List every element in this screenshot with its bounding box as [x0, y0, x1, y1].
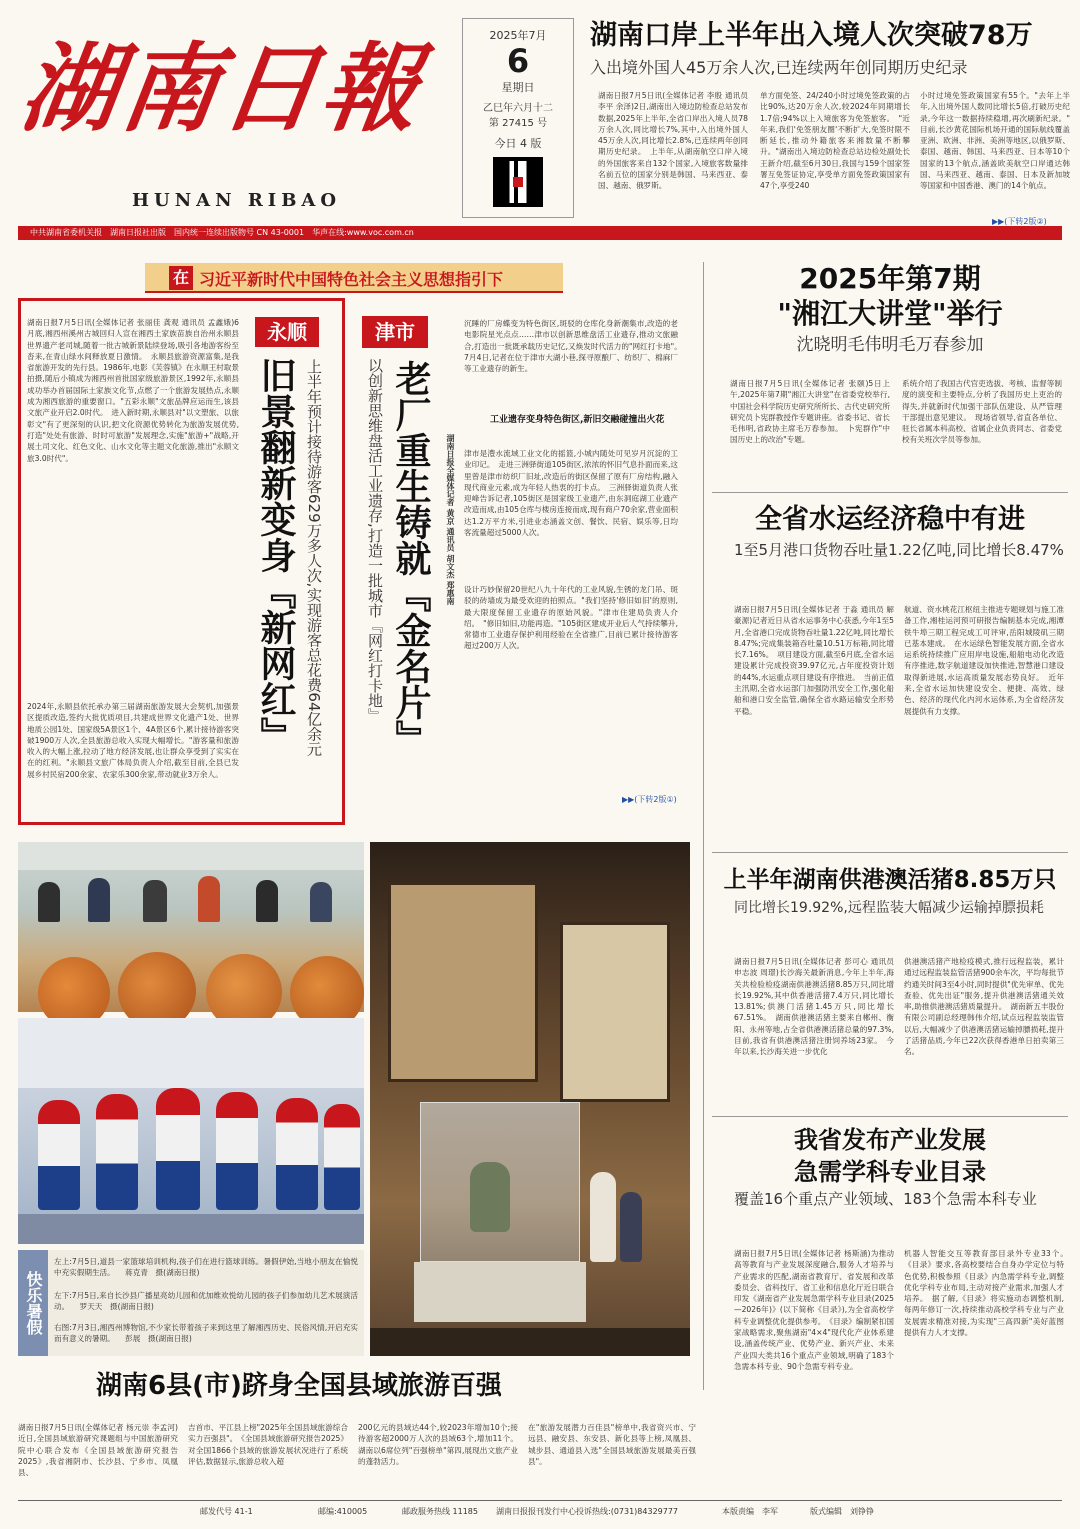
yongshun-story: [18, 298, 345, 825]
date-day: 6: [506, 42, 530, 80]
top-story: [590, 18, 1078, 226]
top-story-subtitle: 入出境外国人45万余人次,已连续两年创同期历史纪录: [590, 58, 968, 77]
banner-text: 习近平新时代中国特色社会主义思想指引下: [199, 270, 504, 289]
date-year-month: 2025年7月: [489, 29, 547, 42]
pork-col-2: 供港澳活猪产地检疫模式,推行远程监装，累计通过远程监装监管活猪900余车次，平均每批节约通关时间3至4小时,同时提供"优先审单、优先查验、优先出证"服务,提升供港澳活猪通关效率,助推供港澳活猪质量提升。 湖南新五丰股份有限公司副总经理韩伟介绍,试点远程监装监管以后,大幅减少了供港澳活猪运输掉膘损耗,提升了活猪品质,今年已22次获得香港单日拍卖第三名。: [904, 957, 1064, 1057]
caption-3: [54, 1322, 358, 1352]
caption-2-credit: 罗天天 摄(湖南日报): [79, 1302, 154, 1312]
lecture-story: [712, 262, 1068, 492]
caption-1: [54, 1256, 358, 1286]
discipline-subtitle: 覆盖16个重点产业领域、183个急需本科专业: [734, 1190, 1037, 1208]
caption-3-credit: 彭展 摄(湖南日报): [125, 1334, 192, 1344]
photo-caption-box: [18, 1250, 364, 1356]
footer-layout-editor: 版式编辑 刘铮铮: [810, 1507, 874, 1516]
lecture-title-2: "湘江大讲堂"举行: [777, 297, 1003, 330]
water-title: 全省水运经济稳中有进: [755, 504, 1025, 535]
pork-title: 上半年湖南供港澳活猪8.85万只: [723, 867, 1057, 893]
footer-zip: 邮编:410005: [318, 1507, 368, 1516]
jinshi-subtitle: 以创新思维盘活工业遗存,打造一批城市『网红打卡地』: [366, 358, 384, 723]
banner-lead: 在: [169, 266, 193, 290]
date-box: [462, 18, 574, 218]
jinshi-story: [352, 300, 690, 828]
section-divider: [712, 1116, 1068, 1117]
lecture-title-1: 2025年第7期: [799, 262, 981, 295]
info-bar: [18, 226, 1062, 240]
yongshun-subtitle: 上半年预计接待游客629万多人次,实现游客总花费64亿余元: [305, 359, 323, 757]
top-story-continued-link[interactable]: ▶▶(下转2版②): [992, 217, 1047, 226]
jinshi-title: 老厂重生铸就『金名片』: [390, 360, 431, 756]
water-col-2: 航道、资水桃花江枢纽主推进专题规划与施工准备工作,湘桂运河预可研报告编制基本完成,湘潭铁牛埠三期工程完成工可评审,岳阳城陵矶三期已基本建成。 在水运绿色智能发展方面,全省水运系统持续推广应用岸电设施,船舶电动化改造有序推进,数字航道建设加快推进,智慧港口建设取得新进展,水运高质量发展态势良好。 近年来,全省水运加快建设安全、便捷、高效、绿色、经济的现代化内河水运体系,为全省经济发展提供有力支撑。: [904, 605, 1064, 716]
tourism-story: [18, 1366, 698, 1496]
footer: [18, 1500, 1062, 1522]
yongshun-tag: 永顺: [255, 317, 319, 347]
lunar-date: 乙巳年六月十二: [483, 103, 553, 114]
caption-3-text: 右图:7月3日,湘西州博物馆,不少家长带着孩子来到这里了解湘西历史、民俗风情,开启充实而有意义的暑期。: [54, 1323, 358, 1344]
jinshi-subhead: 工业遗存变身特色街区,新旧交融碰撞出火花: [490, 415, 665, 425]
page-count: 今日 4 版: [494, 137, 542, 150]
masthead: [0, 0, 1080, 240]
caption-1-text: 左上:7月5日,道县一家篮球培训机构,孩子们在进行篮球训练。暑假伊始,当地小朋友在愉悦中充实假期生活。: [54, 1257, 358, 1278]
qr-code-icon[interactable]: [493, 157, 543, 207]
tourism-col-1: 湖南日报7月5日讯(全媒体记者 杨元崇 李孟河)近日,全国县域旅游研究课题组与中国旅游研究院中心联合发布《全国县域旅游研究报告2025》,我省湘阴市、长沙县、宁乡市、凤凰县、: [18, 1423, 178, 1478]
discipline-title-1: 我省发布产业发展: [794, 1126, 986, 1154]
lecture-col-1: 湖南日报7月5日讯(全媒体记者 张颐)5日上午,2025年第7期"湘江大讲堂"在省委党校举行,中国社会科学院历史研究所所长、古代史研究所研究员卜宪群教授作专题讲座。省委书记、省长毛伟明,省政协主席毛万春参加。 卜宪群作"中国历史上的改治"专题。: [730, 379, 890, 445]
caption-1-credit: 蒋克青 摄(湖南日报): [125, 1268, 200, 1278]
pork-story: [712, 862, 1068, 1112]
discipline-col-2: 机器人智能交互等教育部目录外专业33个。 《目录》要求,各高校要结合自身办学定位与特色优势,积极参照《目录》内急需学科专业,调整优化学科专业布局,主动对接产业需求,加强人才培养。 据了解,《目录》将实施动态调整机制,每两年修订一次,持续推动高校学科专业与产业发展需求精准对接,为实现"三高四新"美好蓝图提供有力人才支撑。: [904, 1249, 1072, 1338]
caption-2-text: 左下:7月5日,来自长沙县广播星亮幼儿园和优加维欢悦幼儿园的孩子们参加幼儿艺术展演活动。: [54, 1291, 358, 1312]
column-divider: [703, 262, 704, 1390]
photo-museum[interactable]: [370, 842, 690, 1356]
logo-english: HUNAN RIBAO: [132, 190, 342, 211]
discipline-story: [712, 1124, 1072, 1494]
jinshi-byline: 湖南日报全媒体记者 黄京 通讯员 胡文杰 郑惠南: [446, 434, 455, 606]
tourism-col-3: 200亿元的县域达44个,较2023年增加10个;接待游客超2000万人次的县域63个,增加11个。湖南以6席位列"百强榜单"第四,展现出文旅产业的蓬勃活力。: [358, 1423, 518, 1466]
top-story-col-3: 小时过境免签政策国家有55个。"去年上半年,入出境外国人数同比增长5倍,打破历史纪录,今年这一数据持续稳增,再次刷新纪录。" 目前,长沙黄花国际机场开通的国际航线覆盖亚洲、欧洲、非洲、美洲等地区,以俄罗斯、泰国、越南、韩国、马来西亚、日本等10个国家的13个航点,涵盖欧美航空口岸通达韩国、马来西亚、越南、泰国、日本及新加坡等国家和中国香港、澳门的14个航点。: [920, 91, 1078, 191]
jinshi-body-mid: 津市是澧水流域工业文化的摇篮,小城内随处可见岁月沉淀的工业印记。 走进三洲驿街道105街区,浓浓的怀旧气息扑面而来,这里曾是津市纺织厂旧址,改造后的街区保留了原有厂房结构,融入现代商业元素,成为年轻人热衷的打卡点。 三洲驿街道负责人张迎峰告诉记者,105街区是国家级工业遗产,由东洞庭湖工业遗产改造而成,由105仓库与楼房连接而成,现有商户70余家,营业面积达1.2万平方米,引进业态涵盖文创、餐饮、民宿、娱乐等,日均客流量超过5000人次。: [464, 449, 678, 538]
top-story-col-1: 湖南日报7月5日讯(全媒体记者 李殷 通讯员 李平 余泽)2日,湖南出入境边防检查总站发布数据,2025年上半年,全省口岸出入境人员78万余人次,同比增长7%,其中,入出境外国人45万余人次,同比增长2.8%,已连续两年创同期历史纪录。 上半年,从湖南航空口岸入境的外国旅客来自132个国家,入境旅客数量排名前五位的国家分别是韩国、马来西亚、泰国、越南、俄罗斯。: [598, 91, 748, 191]
section-divider: [712, 852, 1068, 853]
section-divider: [712, 492, 1068, 493]
logo: [14, 14, 442, 211]
tourism-col-4: 在"旅游发展潜力百佳县"榜单中,我省资兴市、宁远县、融安县、东安县、新化县等上榜,凤凰县、城步县、通道县入选"全国县域旅游发展最美百强县"。: [528, 1423, 696, 1466]
footer-editor: 本版责编 李军: [722, 1507, 778, 1516]
jinshi-continued-link[interactable]: ▶▶(下转2版①): [622, 795, 677, 804]
tourism-col-2: 吉首市、平江县上榜"2025年全国县域旅游综合实力百强县"。 《全国县域旅游研究报告2025》对全国1866个县域的旅游发展状况进行了系统评估,数据显示,旅游总收入超: [188, 1423, 348, 1466]
footer-complaint: 湖南日报报刊发行中心投诉热线:(0731)84329777: [496, 1507, 679, 1516]
info-line: 中共湖南省委机关报 湖南日报社出版 国内统一连续出版物号 CN 43-0001 华声在线:www.voc.com.cn: [30, 228, 414, 237]
photo-basketball[interactable]: [18, 842, 364, 1012]
tourism-title: 湖南6县(市)跻身全国县域旅游百强: [96, 1371, 502, 1401]
weekday: 星期日: [501, 81, 535, 94]
discipline-col-1: 湖南日报7月5日讯(全媒体记者 杨斯涵)为推动高等教育与产业发展深度融合,服务人才培养与产业需求的匹配,湖南省教育厅、省发展和改革委员会、省科技厅、省工业和信息化厅近日联合印发《湖南省产业发展急需学科专业目录(2025—2026年)》(以下简称《目录》),为全省高校学科专业调整优化提供参考。 《目录》编制紧扣国家战略需求,聚焦湖南"4×4"现代化产业体系建设,涵盖传统产业、优势产业、新兴产业、未来产业四大类共16个重点产业领域,明确了183个急需本科专业、90个急需专科专业。: [734, 1249, 894, 1371]
caption-2: [54, 1290, 358, 1320]
logo-chinese: 湖南日報: [14, 32, 431, 145]
photo-children-performance[interactable]: [18, 1018, 364, 1244]
top-story-col-2: 单方面免签、24/240小时过境免签政策的占比90%,达20万余人次,较2024年同期增长1.7倍;94%以上入境旅客为免签旅客。 "近年来,我们'免签朋友圈'不断扩大,免签时限不断延长,推动外籍旅客来湘数量不断攀升。"湖南出入境边防检查总站边检处副处长王新介绍,截至6月30日,我国与159个国家签署互免签证协定,享受单方面免签政策国家有47个,享受240: [760, 91, 910, 191]
water-subtitle: 1至5月港口货物吞吐量1.22亿吨,同比增长8.47%: [734, 541, 1064, 559]
issue-number: 第 27415 号: [488, 118, 548, 129]
footer-hotline: 邮政服务热线 11185: [402, 1507, 478, 1516]
discipline-title-2: 急需学科专业目录: [794, 1158, 986, 1186]
water-story: [712, 500, 1068, 850]
jinshi-body-top: 沉睡的厂房蝶变为特色街区,斑驳的仓库化身新潮集市,改造的老电影院星光点点……津市以创新思维盘活工业遗存,推动文旅融合,打造出一批既承载历史记忆,又焕发时代活力的"网红打卡地"。 7月4日,记者在位于津市大湖小巷,探寻原酿厂、纺织厂、棉麻厂等工业遗存的新生。: [464, 319, 686, 374]
water-col-1: 湖南日报7月5日讯(全媒体记者 于淼 通讯员 解豪源)记者近日从省水运事务中心获悉,今年1至5月,全省港口完成货物吞吐量1.22亿吨,同比增长8.47%;完成集装箱吞吐量10.51万标箱,同比增长7.16%。 项目建设方面,截至6月底,全省水运建设累计完成投资39.97亿元,占年度投资计划的44%,水运重点项目建设有序推进。 当前正值主汛期,全省水运部门加强防汛安全工作,强化船舶和港口安全监管,确保全省水路运输安全形势平稳。: [734, 605, 894, 716]
pork-subtitle: 同比增长19.92%,远程监装大幅减少运输掉膘损耗: [734, 900, 1044, 916]
theme-banner: [145, 263, 563, 293]
yongshun-body-2: 2024年,永顺县依托承办第三届湖南旅游发展大会契机,加强景区提质改造,签约大批优质项目,共建成世界文化遗产1处、世界地质公园1处、国家级5A景区1个、4A景区6个,累计接待游客突破1900万人次,全县旅游总收入实现大幅增长。"游客量和旅游收入的大幅上涨,拉动了地方经济发展,也让群众享受到了实实在在的红利。"永顺县文旅广体局负责人介绍,截至目前,全县已发展乡村民宿200余家、农家乐300余家,带动就业3万余人。: [27, 702, 239, 779]
footer-postal-code: 邮发代号 41-1: [200, 1507, 253, 1516]
lecture-subtitle: 沈晓明毛伟明毛万春参加: [796, 335, 984, 355]
lecture-col-2: 系统介绍了我国古代官吏选拔、考核、监督等制度的演变和主要特点,分析了我国历史上吏治的得失,并就新时代加强干部队伍建设、从严管理干部提出意见建议。 现场省领导,省直各单位、驻长省属本科高校、省属企业负责同志、省委党校有关班次学员等参加。: [902, 379, 1062, 445]
yongshun-title: 旧景翻新变身『新网红』: [255, 357, 296, 753]
top-story-title: 湖南口岸上半年出入境人次突破78万: [590, 20, 1033, 51]
pork-col-1: 湖南日报7月5日讯(全媒体记者 彭可心 通讯员 申志波 周璟)长沙海关最新消息,今年上半年,海关共检验检疫湖南供港澳活猪8.85万只,同比增长19.92%,其中供香港活猪7.4万只,同比增长13.81%;供澳门活猪1.45万只,同比增长67.51%。 湖南供港澳活猪主要来自郴州、衡阳、永州等地,占全省供港澳活猪总量的97.3%,目前,我省有供港澳活猪注册饲养场23家。 今年以来,长沙海关进一步优化: [734, 957, 894, 1057]
side-tag: 快乐暑假: [18, 1250, 48, 1356]
jinshi-tag: 津市: [362, 316, 428, 348]
jinshi-body-bottom: 设计巧妙保留20世纪八九十年代的工业风貌,生锈的龙门吊、斑驳的砖墙成为最受欢迎的拍照点。"我们坚持'修旧如旧'的原则,最大限度保留工业遗存的原始风貌。"津市住建局负责人介绍。 "修旧如旧,功能再造。"105街区建成开业后人气持续攀升,常德市工业遗存保护利用经验在全省推广,目前已累计接待游客超过200万人次。: [464, 585, 678, 651]
yongshun-body-1: 湖南日报7月5日讯(全媒体记者 张丽佳 龚观 通讯员 孟鑫娥)6月底,湘西州溪州古城回归人宣在湘西土家族苗族自治州永顺县世界遗产老司城,随着一批古城新景陆续登场,吸引各地游客纷至沓来,在青山绿水间释放夏日激情。 永顺县旅游资源富集,是我省旅游开发的先行县。1986年,电影《芙蓉镇》在永顺王村取景拍摄,随后小镇成为湘西州首批国家级旅游景区,1992年,永顺县成功举办首届国际土家族文化节,点燃了一个旅游发展热点,永顺成为湘西旅游的重要窗口。"五彩永顺"文旅品牌应运而生,该县文旅产业开启2.0时代。 进入新时期,永顺县对"以文塑旅、以旅彰文"有了更深刻的认识,把文化资源优势转化为旅游发展优势,打造"处处有旅游、时时可旅游"发展理念,实施"旅游+"战略,开展土司文化、红色文化、山水文化等主题文化旅游,推出"永顺文旅3.0时代"。: [27, 318, 239, 463]
